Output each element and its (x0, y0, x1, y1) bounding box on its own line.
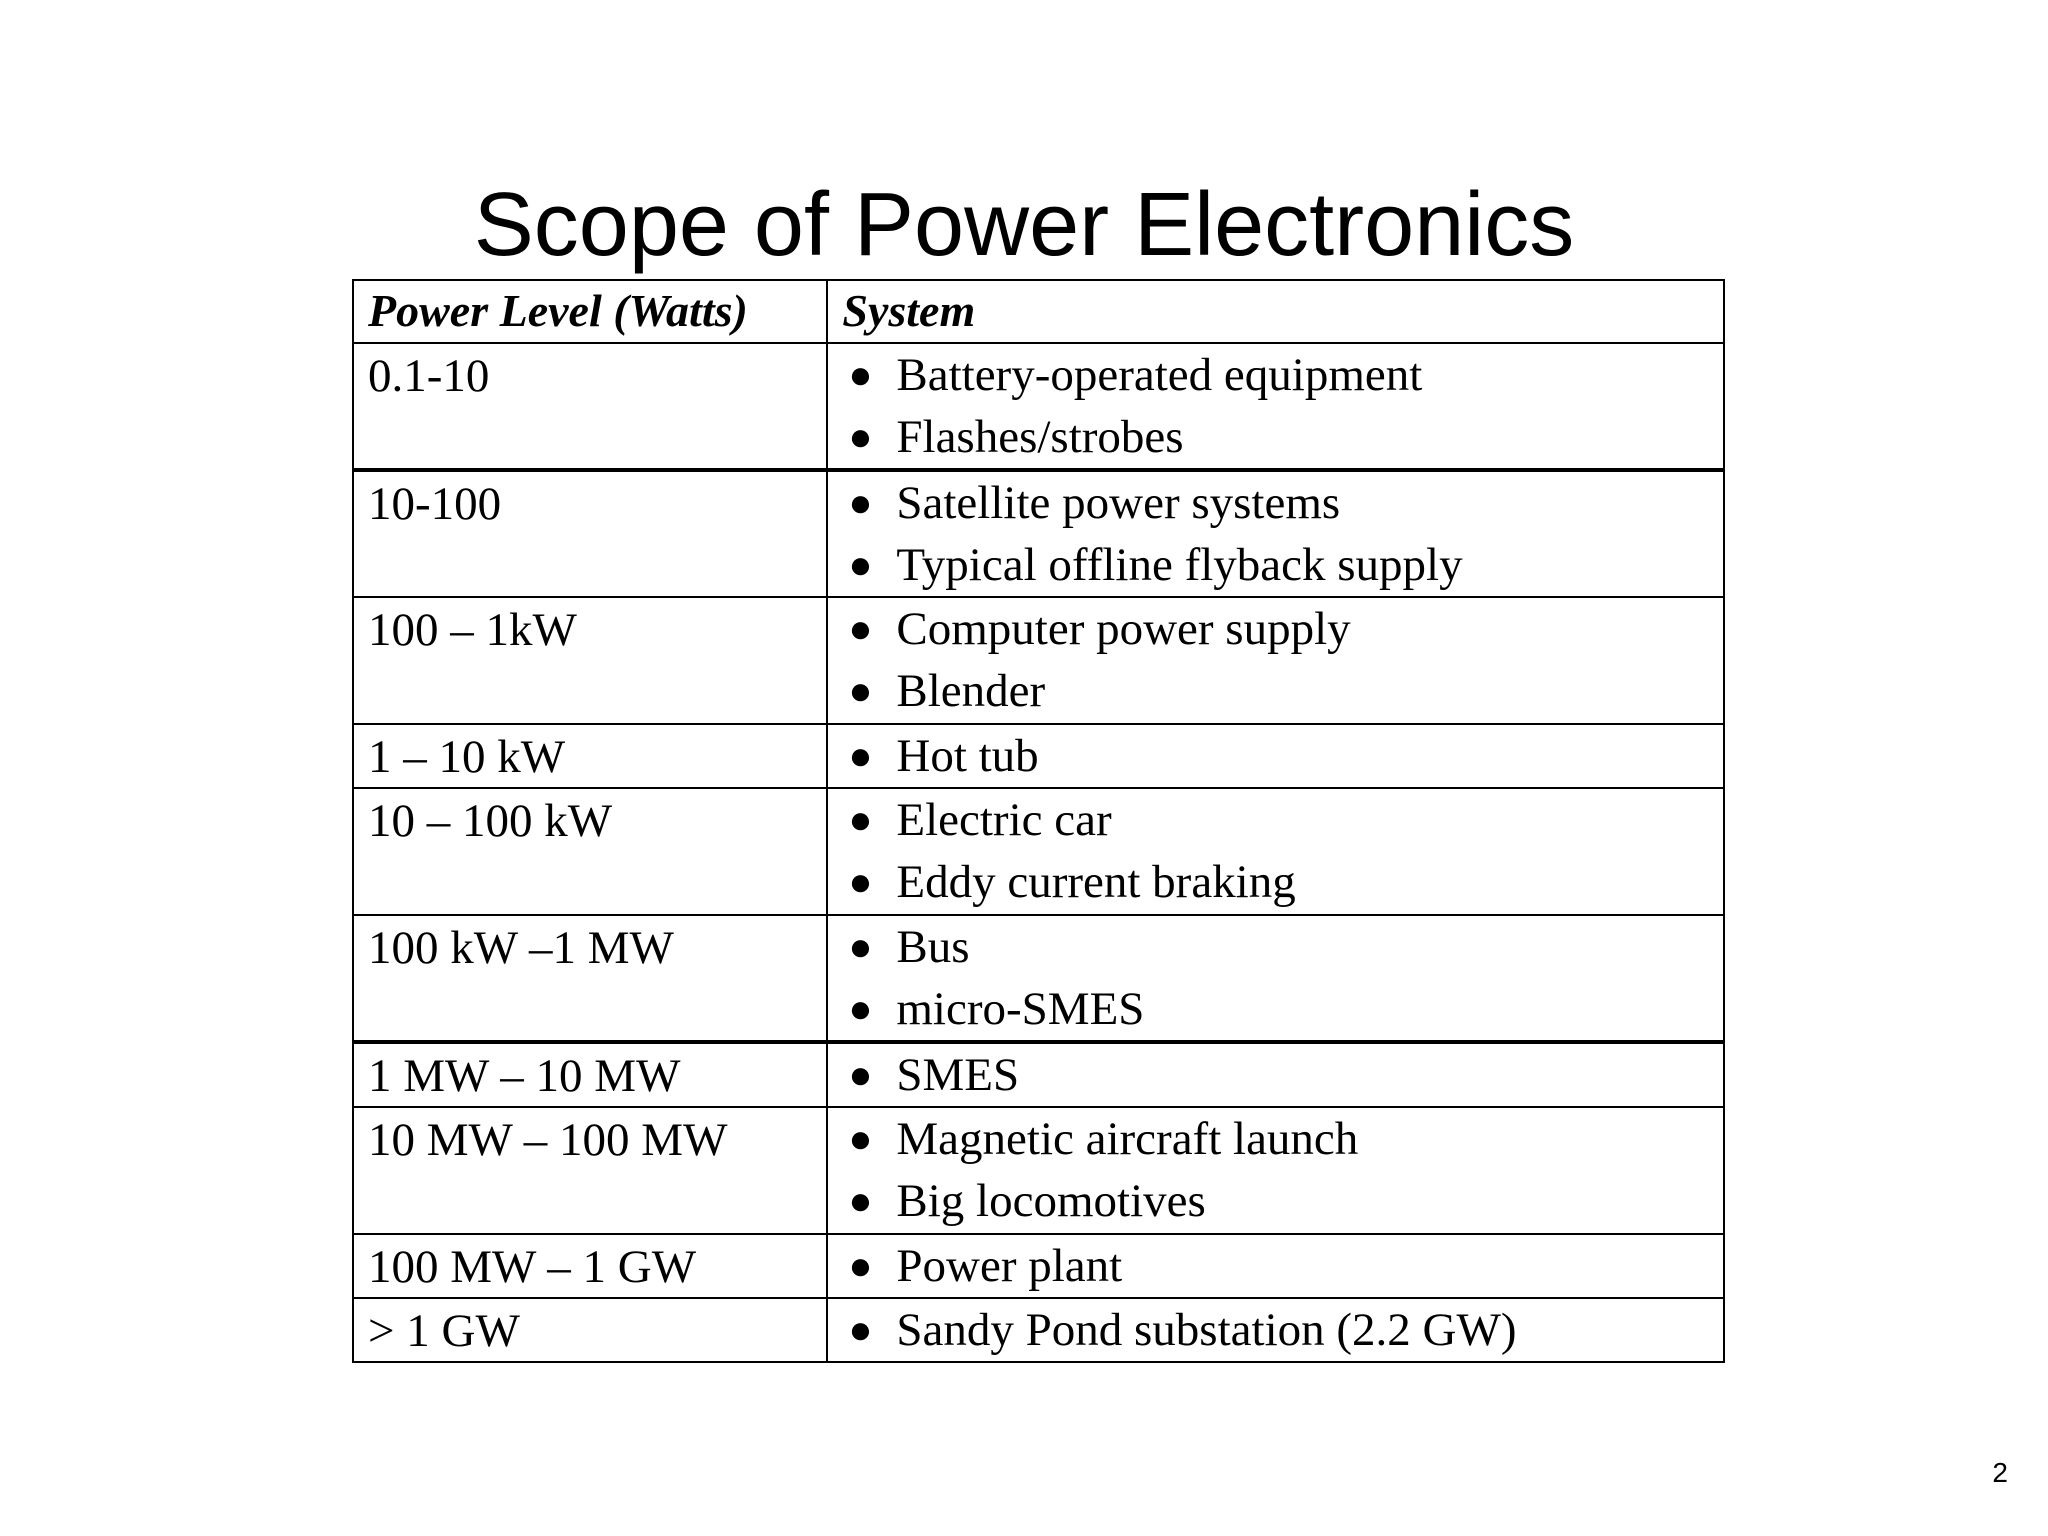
system-item-text: Computer power supply (896, 603, 1351, 655)
system-list-item (842, 916, 1711, 978)
system-list (842, 725, 1711, 787)
system-list (842, 1299, 1711, 1361)
system-list-item (842, 534, 1711, 596)
power-level-cell: 100 kW –1 MW (353, 915, 827, 1042)
system-item-text: Magnetic aircraft launch (896, 1113, 1359, 1165)
bullet-icon: ● (848, 1178, 873, 1223)
system-cell (827, 724, 1724, 788)
system-cell (827, 470, 1724, 597)
system-item-text: Satellite power systems (896, 477, 1341, 529)
system-cell (827, 343, 1724, 470)
bullet-icon: ● (848, 606, 873, 651)
power-level-cell: 100 MW – 1 GW (353, 1234, 827, 1298)
bullet-icon: ● (848, 668, 873, 713)
power-level-cell: 10-100 (353, 470, 827, 597)
system-item-text: Sandy Pond substation (2.2 GW) (896, 1304, 1517, 1356)
system-cell (827, 915, 1724, 1042)
system-item-text: Flashes/strobes (896, 411, 1184, 463)
system-item-text: Battery-operated equipment (896, 349, 1423, 401)
bullet-icon: ● (848, 414, 873, 459)
slide-title: Scope of Power Electronics (473, 175, 1575, 275)
system-cell (827, 597, 1724, 724)
table-body (353, 343, 1724, 1362)
system-list-item (842, 789, 1711, 851)
system-item-text: Electric car (896, 794, 1112, 846)
bullet-icon: ● (848, 924, 873, 969)
system-list-item (842, 1299, 1711, 1361)
bullet-icon: ● (848, 1243, 873, 1288)
bullet-icon: ● (848, 986, 873, 1031)
table-row (353, 788, 1724, 915)
system-item-text: Power plant (896, 1240, 1123, 1292)
power-level-cell: > 1 GW (353, 1298, 827, 1362)
system-list-item (842, 406, 1711, 468)
table-row (353, 597, 1724, 724)
system-cell (827, 1298, 1724, 1362)
system-cell (827, 788, 1724, 915)
table-row (353, 343, 1724, 470)
system-cell (827, 1234, 1724, 1298)
bullet-icon: ● (848, 352, 873, 397)
bullet-icon: ● (848, 859, 873, 904)
system-list-item (842, 1044, 1711, 1106)
system-list-item (842, 598, 1711, 660)
system-list (842, 1108, 1711, 1232)
system-item-text: Typical offline flyback supply (896, 539, 1463, 591)
header-power-level: Power Level (Watts) (353, 280, 827, 343)
system-item-text: micro-SMES (896, 983, 1145, 1035)
system-list (842, 1044, 1711, 1106)
system-list-item (842, 725, 1711, 787)
bullet-icon: ● (848, 542, 873, 587)
system-list (842, 789, 1711, 913)
system-item-text: Eddy current braking (896, 856, 1296, 908)
table-row (353, 724, 1724, 788)
system-cell (827, 1042, 1724, 1107)
system-cell (827, 1107, 1724, 1234)
system-item-text: SMES (896, 1049, 1020, 1101)
power-level-cell: 1 – 10 kW (353, 724, 827, 788)
system-list-item (842, 1170, 1711, 1232)
table-row (353, 470, 1724, 597)
bullet-icon: ● (848, 480, 873, 525)
bullet-icon: ● (848, 1307, 873, 1352)
system-list-item (842, 978, 1711, 1040)
power-level-cell: 10 – 100 kW (353, 788, 827, 915)
system-item-text: Blender (896, 665, 1046, 717)
bullet-icon: ● (848, 733, 873, 778)
table-row (353, 1042, 1724, 1107)
table-header-row (353, 280, 1724, 343)
system-list (842, 472, 1711, 596)
system-list-item (842, 851, 1711, 913)
table-row (353, 1107, 1724, 1234)
system-list (842, 344, 1711, 468)
system-list-item (842, 1108, 1711, 1170)
power-level-table (352, 279, 1725, 1363)
bullet-icon: ● (848, 797, 873, 842)
system-item-text: Big locomotives (896, 1175, 1206, 1227)
power-level-cell: 1 MW – 10 MW (353, 1042, 827, 1107)
power-level-cell: 10 MW – 100 MW (353, 1107, 827, 1234)
system-list-item (842, 472, 1711, 534)
system-list (842, 1235, 1711, 1297)
system-list (842, 916, 1711, 1040)
header-system: System (827, 280, 1724, 343)
slide-number: 2 (1992, 1457, 2008, 1488)
power-level-cell: 0.1-10 (353, 343, 827, 470)
power-level-cell: 100 – 1kW (353, 597, 827, 724)
system-list (842, 598, 1711, 722)
table-row (353, 1298, 1724, 1362)
system-item-text: Hot tub (896, 730, 1039, 782)
bullet-icon: ● (848, 1052, 873, 1097)
table-row (353, 915, 1724, 1042)
system-item-text: Bus (896, 921, 970, 973)
system-list-item (842, 660, 1711, 722)
bullet-icon: ● (848, 1116, 873, 1161)
system-list-item (842, 1235, 1711, 1297)
system-list-item (842, 344, 1711, 406)
table-row (353, 1234, 1724, 1298)
